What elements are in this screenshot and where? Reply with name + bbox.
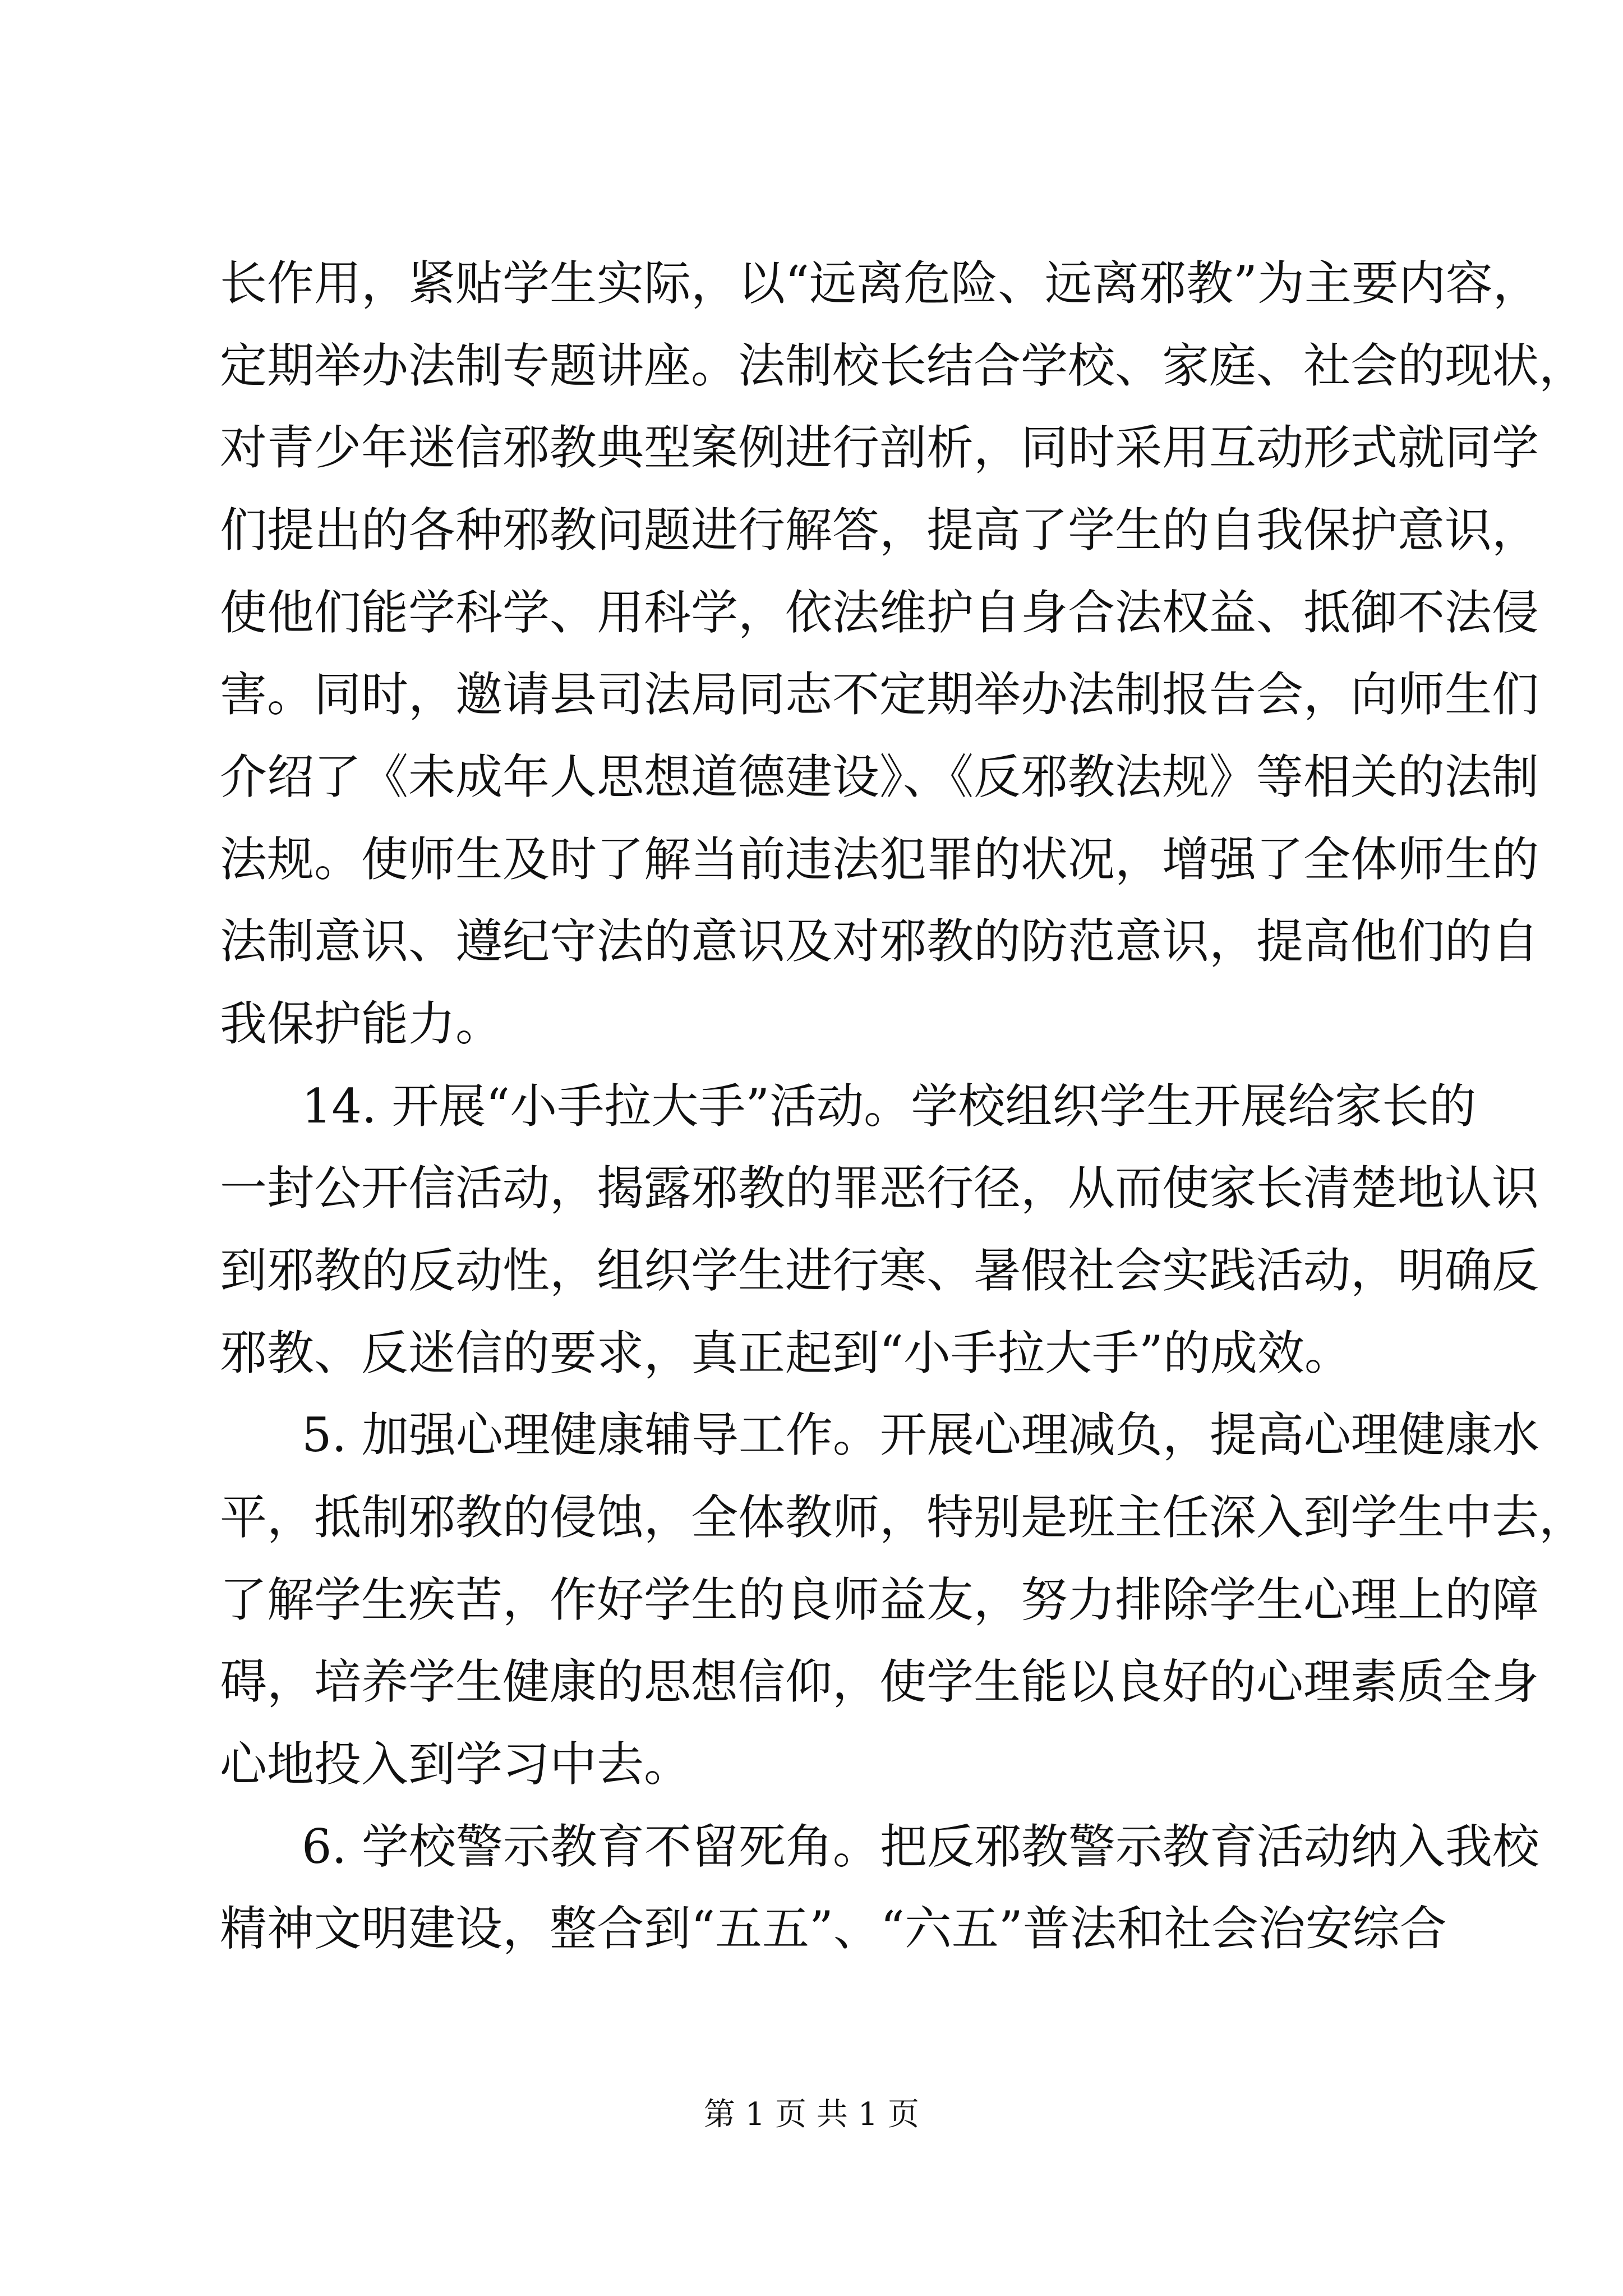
text-line: 我保护能力。 <box>220 996 503 1051</box>
text-line: 法规。使师生及时了解当前违法犯罪的状况，增强了全体师生的 <box>220 832 1539 887</box>
text-line: 碍，培养学生健康的思想信仰，使学生能以良好的心理素质全身 <box>220 1654 1539 1709</box>
text-line: 到邪教的反动性，组织学生进行寒、暑假社会实践活动，明确反 <box>220 1243 1539 1298</box>
paragraph-first-line: 6. 学校警示教育不留死角。把反邪教警示教育活动纳入我校 <box>302 1819 1539 1874</box>
text-line: 害。同时，邀请县司法局同志不定期举办法制报告会，向师生们 <box>220 667 1539 722</box>
text-line: 精神文明建设，整合到“五五”、“六五”普法和社会治安综合 <box>220 1901 1447 1956</box>
text-line: 了解学生疾苦，作好学生的良师益友，努力排除学生心理上的障 <box>220 1572 1539 1627</box>
text-line: 心地投入到学习中去。 <box>220 1737 691 1792</box>
text-line: 平，抵制邪教的侵蚀，全体教师，特别是班主任深入到学生中去， <box>220 1490 1587 1545</box>
text-line: 长作用，紧贴学生实际，以“远离危险、远离邪教”为主要内容， <box>220 256 1540 311</box>
text-line: 介绍了《未成年人思想道德建设》、《反邪教法规》等相关的法制 <box>220 749 1539 804</box>
text-line: 使他们能学科学、用科学，依法维护自身合法权益、抵御不法侵 <box>220 585 1539 640</box>
page-footer: 第 1 页 共 1 页 <box>703 2096 920 2133</box>
text-line: 对青少年迷信邪教典型案例进行剖析，同时采用互动形式就同学 <box>220 420 1539 475</box>
text-line: 定期举办法制专题讲座。法制校长结合学校、家庭、社会的现状， <box>220 338 1587 393</box>
text-line: 邪教、反迷信的要求，真正起到“小手拉大手”的成效。 <box>220 1326 1352 1381</box>
text-line: 们提出的各种邪教问题进行解答，提高了学生的自我保护意识， <box>220 503 1539 558</box>
text-line: 一封公开信活动，揭露邪教的罪恶行径，从而使家长清楚地认识 <box>220 1161 1539 1216</box>
paragraph-first-line: 5. 加强心理健康辅导工作。开展心理减负，提高心理健康水 <box>302 1407 1539 1462</box>
text-line: 法制意识、遵纪守法的意识及对邪教的防范意识，提高他们的自 <box>220 914 1539 969</box>
paragraph-first-line: 14. 开展“小手拉大手”活动。学校组织学生开展给家长的 <box>302 1079 1477 1134</box>
